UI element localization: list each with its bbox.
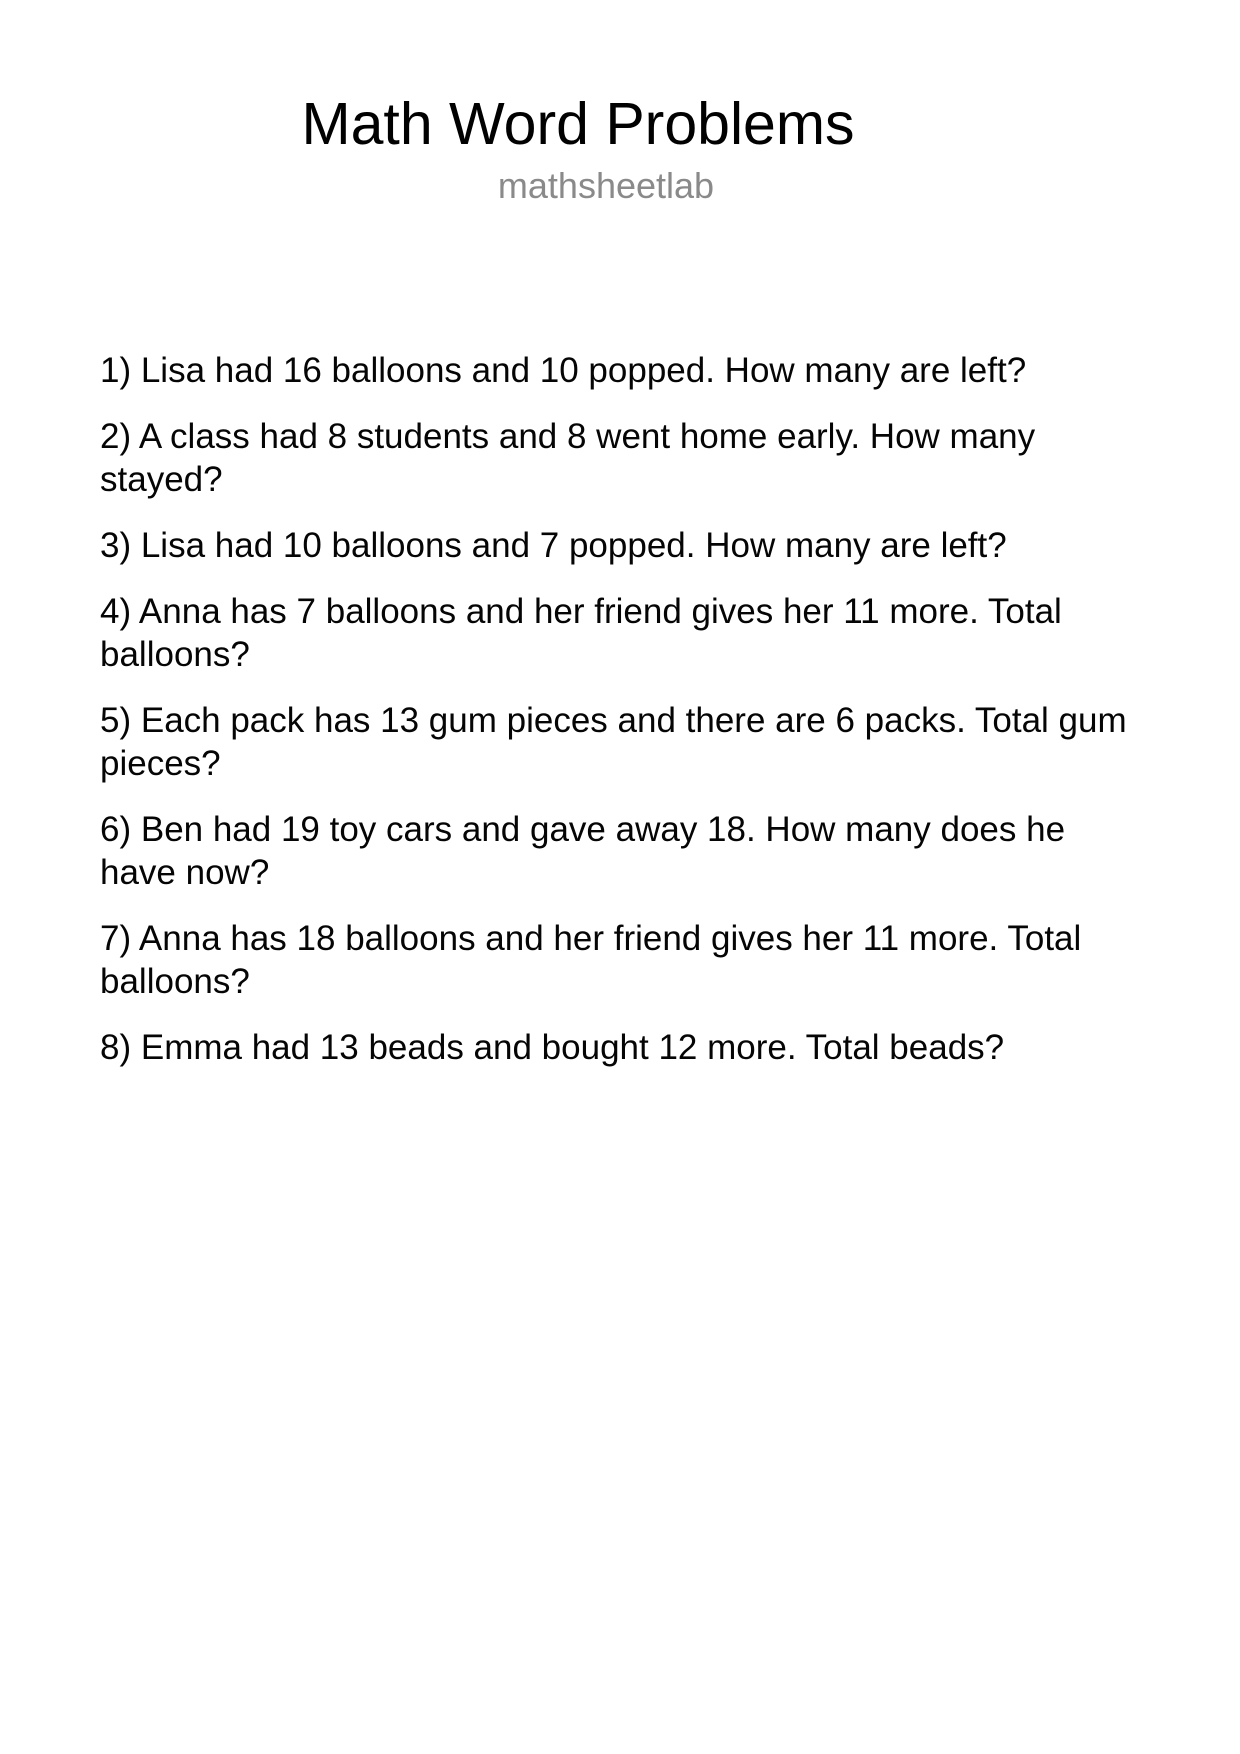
problem-item: 5) Each pack has 13 gum pieces and there are 6 packs. Total gum pieces?: [100, 701, 1127, 783]
worksheet-header: [0, 0, 1240, 206]
problem-item: 6) Ben had 19 toy cars and gave away 18. How many does he have now?: [100, 810, 1066, 892]
page-subtitle: mathsheetlab: [497, 165, 715, 206]
problem-item: 2) A class had 8 students and 8 went home early. How many stayed?: [100, 417, 1036, 499]
page-title: Math Word Problems: [301, 91, 855, 157]
problem-item: 4) Anna has 7 balloons and her friend gives her 11 more. Total balloons?: [100, 592, 1062, 674]
problems-list: [100, 349, 1140, 1069]
problem-item: 3) Lisa had 10 balloons and 7 popped. How many are left?: [100, 526, 1007, 565]
problem-item: 7) Anna has 18 balloons and her friend gives her 11 more. Total balloons?: [100, 919, 1082, 1001]
problem-item: 1) Lisa had 16 balloons and 10 popped. How many are left?: [100, 351, 1027, 390]
problem-item: 8) Emma had 13 beads and bought 12 more. Total beads?: [100, 1028, 1005, 1067]
